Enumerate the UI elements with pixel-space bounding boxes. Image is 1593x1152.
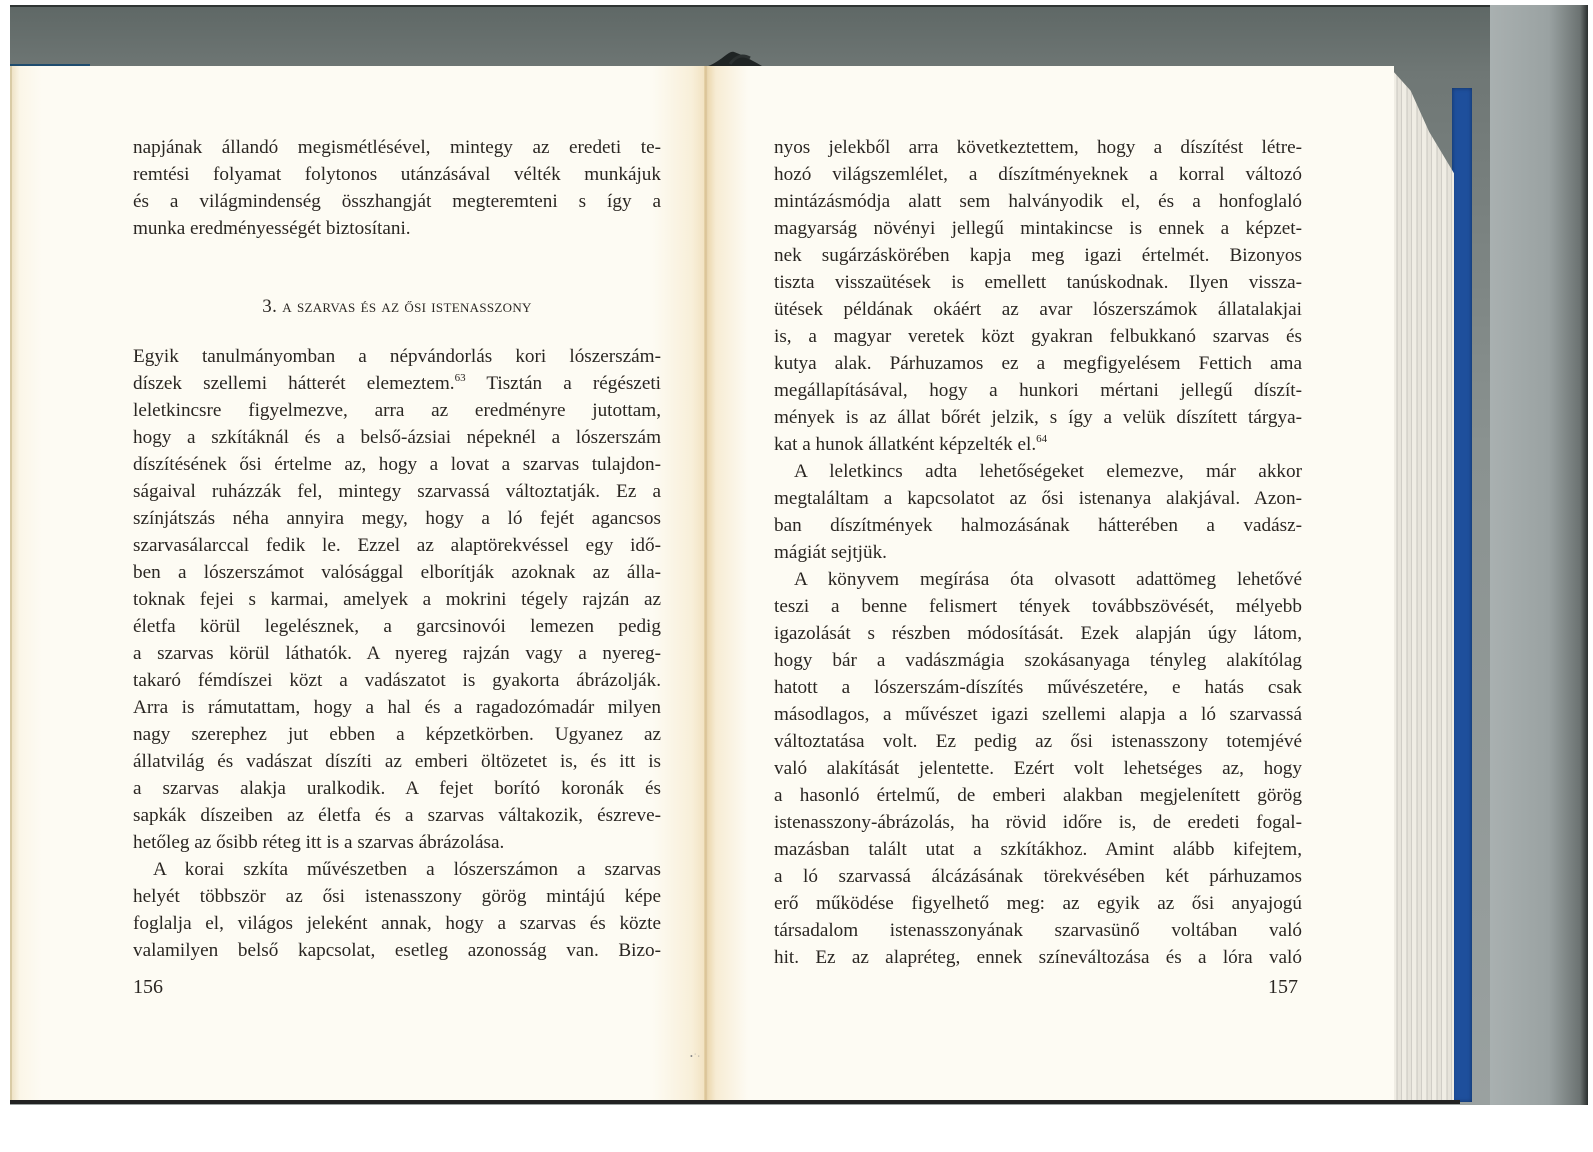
section-number: 3. xyxy=(262,296,278,317)
text-line: erő működése figyelhető meg: az egyik az ősi anyajogú xyxy=(774,893,1302,914)
text-line: a hasonló értelmű, de emberi alakban megjelenített görög xyxy=(774,785,1302,806)
text-line: hatott a lószerszám-díszítés művészetére, e hatás csak xyxy=(774,677,1302,698)
text-line: ütések példának okáért az avar lószerszámok állatalakjai xyxy=(774,299,1302,320)
text-line xyxy=(774,431,1302,458)
left-paragraph-2 xyxy=(133,343,661,964)
text-line: tiszta visszaütések is emellett tanúskodnak. Ilyen vissza- xyxy=(774,272,1302,293)
text-line: szarvasálarccal fedik le. Ezzel az alaptörekvéssel egy idő- xyxy=(133,535,661,556)
page-block-edges xyxy=(1392,70,1454,1102)
text-line: A könyvem megírása óta olvasott adattömeg lehetővé xyxy=(794,569,1302,590)
text-line: mintázásmódja alatt sem halványodik el, és a honfoglaló xyxy=(774,191,1302,212)
text-line: takaró fémdíszei közt a vadászatot is gyakorta ábrázolják. xyxy=(133,670,661,691)
text-line: megállapításával, hogy a hunkori mértani jellegű díszít- xyxy=(774,380,1302,401)
page-number-right: 157 xyxy=(1268,976,1298,998)
text-line: is, a magyar veretek közt gyakran felbukkanó szarvas és xyxy=(774,326,1302,347)
text-line: hozó világszemlélet, a díszítményeknek a korral változó xyxy=(774,164,1302,185)
text-line: hit. Ez az alapréteg, ennek színeváltozása és a lóra való xyxy=(774,947,1302,968)
text-line: megtaláltam a kapcsolatot az ősi istenanya alakjával. Azon- xyxy=(774,488,1302,509)
text-line: ban díszítmények halmozásának hátterében a vadász- xyxy=(774,515,1302,536)
text-line: és a világmindenség összhangját megteremteni s így a xyxy=(133,191,661,212)
text-line: munka eredményességét biztosítani. xyxy=(133,218,411,239)
text-line: remtési folyamat folytonos utánzásával vélték munkájuk xyxy=(133,164,661,185)
text-line: a szarvas alakja uralkodik. A fejet borító koronák és xyxy=(133,778,661,799)
text-line: társadalom istenasszonyának szarvasünő voltában való xyxy=(774,920,1302,941)
section-title: a szarvas és az ősi istenasszony xyxy=(282,296,532,317)
text-line: valamilyen belső kapcsolat, esetleg azonosság van. Bizo- xyxy=(133,940,661,961)
text-line: nyos jelekből arra következtettem, hogy a díszítést létre- xyxy=(774,137,1302,158)
text-line: hetőleg az ősibb réteg itt is a szarvas ábrázolása. xyxy=(133,832,505,853)
text-line: változtatása volt. Ez pedig az ősi istenasszony totemjévé xyxy=(774,731,1302,752)
text-line: teszi a benne felismert tények továbbszövését, mélyebb xyxy=(774,596,1302,617)
footnote-reference[interactable]: 64 xyxy=(1036,433,1048,445)
text-line: életfa körül legelésznek, a garcsinovói lemezen pedig xyxy=(133,616,661,637)
text-line: hogy bár a vadászmágia szokásanyaga tényleg alakítólag xyxy=(774,650,1302,671)
text-line: toknak fejei s karmai, amelyek a mokrini tégely rajzán az xyxy=(133,589,661,610)
text-line: mazásban talált utat a szkítákhoz. Amint alább kifejtem, xyxy=(774,839,1302,860)
text-line: díszítésének ősi értelme az, hogy a lovat a szarvas tulajdon- xyxy=(133,454,661,475)
text-line: Egyik tanulmányomban a népvándorlás kori lószerszám- xyxy=(133,346,661,367)
text-line: való alakítását jelentette. Ezért volt lehetséges az, hogy xyxy=(774,758,1302,779)
left-paragraph-1 xyxy=(133,134,661,242)
text-line: foglalja el, világos jeleként annak, hogy a szarvas és közte xyxy=(133,913,661,934)
right-paragraph-1 xyxy=(774,134,1302,971)
footnote-reference[interactable]: 63 xyxy=(454,372,466,384)
text-line: mágiát sejtjük. xyxy=(774,542,887,563)
text-line: istenasszony-ábrázolás, ha rövid időre is, de eredeti fogal- xyxy=(774,812,1302,833)
text-line: hogy a szkítáknál és a belső-ázsiai népeknél a lószerszám xyxy=(133,427,661,448)
text-line: ságaival ruházzák fel, mintegy szarvassá változtatják. Ez a xyxy=(133,481,661,502)
text-line: A leletkincs adta lehetőségeket elemezve, már akkor xyxy=(794,461,1302,482)
text-segment: Tisztán a régészeti xyxy=(465,373,661,394)
text-line: napjának állandó megismétlésével, mintegy az eredeti te- xyxy=(133,137,661,158)
text-line: igazolását s részben módosítását. Ezek alapján úgy látom, xyxy=(774,623,1302,644)
section-heading xyxy=(133,296,661,318)
text-line xyxy=(133,370,661,397)
book-cover-right xyxy=(1452,88,1472,1102)
text-line: ben a lószerszámot valósággal elborítják azoknak az álla- xyxy=(133,562,661,583)
text-line: másodlagos, a művészet igazi szellemi alapja a ló szarvassá xyxy=(774,704,1302,725)
text-segment: díszek szellemi hátterét elemeztem. xyxy=(133,373,455,394)
text-line: nek sugárzáskörében kapja meg igazi értelmét. Bizonyos xyxy=(774,245,1302,266)
page-number-left: 156 xyxy=(133,976,163,998)
text-line: nagy szerephez jut ebben a képzetkörben. Ugyanez az xyxy=(133,724,661,745)
text-line: leletkincsre figyelmezve, arra az eredményre jutottam, xyxy=(133,400,661,421)
text-line: a ló szarvassá álcázásának törekvésében két párhuzamos xyxy=(774,866,1302,887)
scanner-backdrop-right xyxy=(1490,5,1588,1105)
text-segment: kat a hunok állatként képzelték el. xyxy=(774,434,1037,455)
scan-speck: •˙‧ xyxy=(690,1052,702,1061)
text-line: színjátszás néha annyira megy, hogy a ló fejét agancsos xyxy=(133,508,661,529)
text-line: Arra is rámutattam, hogy a hal és a ragadozómadár milyen xyxy=(133,697,661,718)
text-line: kutya alak. Párhuzamos ez a megfigyelésem Fettich ama xyxy=(774,353,1302,374)
text-line: sapkák díszeiben az életfa és a szarvas váltakozik, észreve- xyxy=(133,805,661,826)
text-line: A korai szkíta művészetben a lószerszámon a szarvas xyxy=(153,859,661,880)
book-gutter xyxy=(704,66,708,1102)
text-line: mények is az állat bőrét jelzik, s így a velük díszített tárgya- xyxy=(774,407,1302,428)
text-line: magyarság növényi jellegű mintakincse is ennek a képzet- xyxy=(774,218,1302,239)
book-bottom-edge xyxy=(10,1100,1460,1104)
text-line: helyét többször az ősi istenasszony görög mintájú képe xyxy=(133,886,661,907)
text-line: a szarvas körül láthatók. A nyereg rajzán vagy a nyereg- xyxy=(133,643,661,664)
text-line: állatvilág és vadászat díszíti az emberi öltözetet is, és itt is xyxy=(133,751,661,772)
